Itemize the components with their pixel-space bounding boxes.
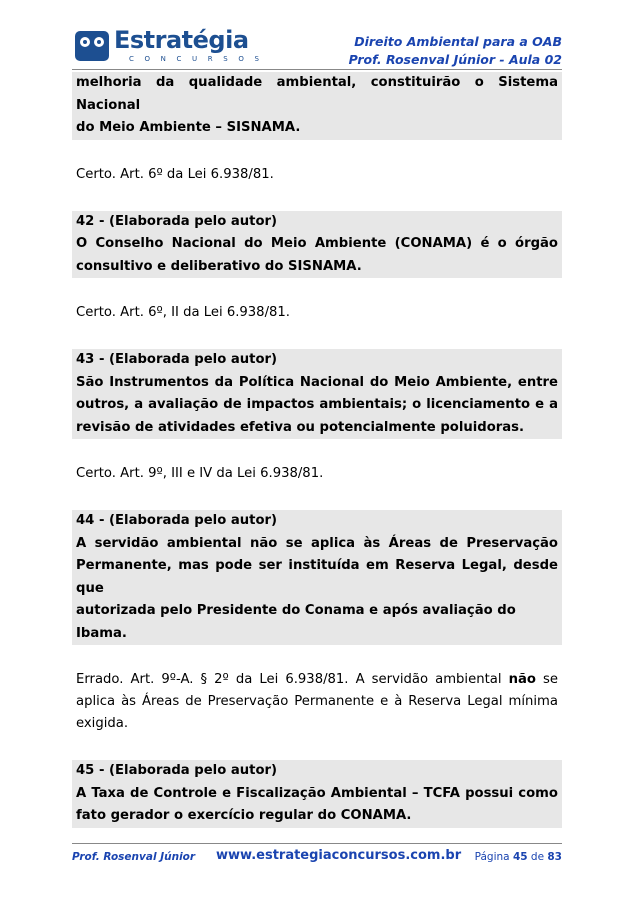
question-line: consultivo e deliberativo do SISNAMA. bbox=[76, 258, 362, 274]
answer-text-part: Errado. Art. 9º-A. § 2º da Lei 6.938/81. A servidão ambiental bbox=[76, 672, 502, 687]
page-current: 45 bbox=[512, 851, 528, 863]
question-heading: 42 - (Elaborada pelo autor) bbox=[76, 213, 278, 229]
question-line: São Instrumentos da Política Nacional do Meio Ambiente, entre bbox=[76, 374, 558, 390]
question-line: O Conselho Nacional do Meio Ambiente (CONAMA) é o órgão bbox=[76, 236, 558, 251]
estrategia-logo bbox=[75, 26, 264, 68]
page-content bbox=[72, 72, 562, 828]
question-block bbox=[72, 510, 562, 645]
question-line: outros, a avaliação de impactos ambientais; o licenciamento e a bbox=[76, 397, 558, 412]
question-heading: 45 - (Elaborada pelo autor) bbox=[76, 763, 278, 778]
question-line: revisão de atividades efetiva ou potencialmente poluidoras. bbox=[76, 419, 525, 435]
question-line: autorizada pelo Presidente do Conama e após avaliação do Ibama. bbox=[76, 603, 516, 641]
answer-text: exigida. bbox=[76, 716, 129, 731]
page-label: Página bbox=[474, 851, 510, 863]
question-block bbox=[72, 760, 562, 828]
header-divider bbox=[72, 69, 562, 70]
lesson-info: Prof. Rosenval Júnior - Aula 02 bbox=[348, 52, 562, 67]
answer-text: Certo. Art. 6º, II da Lei 6.938/81. bbox=[76, 305, 290, 320]
footer-author: Prof. Rosenval Júnior bbox=[72, 851, 196, 863]
page-number bbox=[475, 851, 562, 863]
footer-divider bbox=[72, 843, 562, 844]
answer-text: Certo. Art. 9º, III e IV da Lei 6.938/81. bbox=[76, 466, 324, 481]
question-line: Permanente, mas pode ser instituída em Reserva Legal, desde que bbox=[76, 558, 558, 596]
answer-text: aplica às Áreas de Preservação Permanente e à Reserva Legal mínima bbox=[76, 694, 558, 709]
answer-emphasis: não bbox=[508, 672, 536, 687]
question-block bbox=[72, 349, 562, 439]
page-header bbox=[72, 22, 562, 70]
answer-text-part: se bbox=[543, 672, 558, 687]
question-block bbox=[72, 72, 562, 140]
course-title: Direito Ambiental para a OAB bbox=[354, 34, 562, 49]
question-line: A servidão ambiental não se aplica às Áreas de Preservação bbox=[76, 535, 558, 551]
answer-text bbox=[72, 669, 562, 691]
owl-logo-icon bbox=[75, 31, 109, 61]
question-line: do Meio Ambiente – SISNAMA. bbox=[76, 120, 301, 135]
question-line: A Taxa de Controle e Fiscalização Ambiental – TCFA possui como bbox=[76, 785, 558, 801]
logo-subtitle: C O N C U R S O S bbox=[129, 55, 264, 63]
question-line: melhoria da qualidade ambiental, constituirão o Sistema Nacional bbox=[76, 75, 558, 113]
question-line: fato gerador o exercício regular do CONAMA. bbox=[76, 808, 412, 823]
page-footer bbox=[72, 848, 562, 868]
page-total: 83 bbox=[547, 851, 562, 863]
question-heading: 43 - (Elaborada pelo autor) bbox=[76, 352, 278, 367]
question-heading: 44 - (Elaborada pelo autor) bbox=[76, 513, 278, 528]
page-of: de bbox=[530, 851, 545, 863]
footer-website-link[interactable]: www.estrategiaconcursos.com.br bbox=[216, 848, 462, 863]
header-course-info bbox=[349, 33, 562, 69]
answer-text: Certo. Art. 6º da Lei 6.938/81. bbox=[76, 166, 274, 182]
question-block bbox=[72, 211, 562, 279]
logo-name: Estratégia bbox=[114, 26, 249, 54]
